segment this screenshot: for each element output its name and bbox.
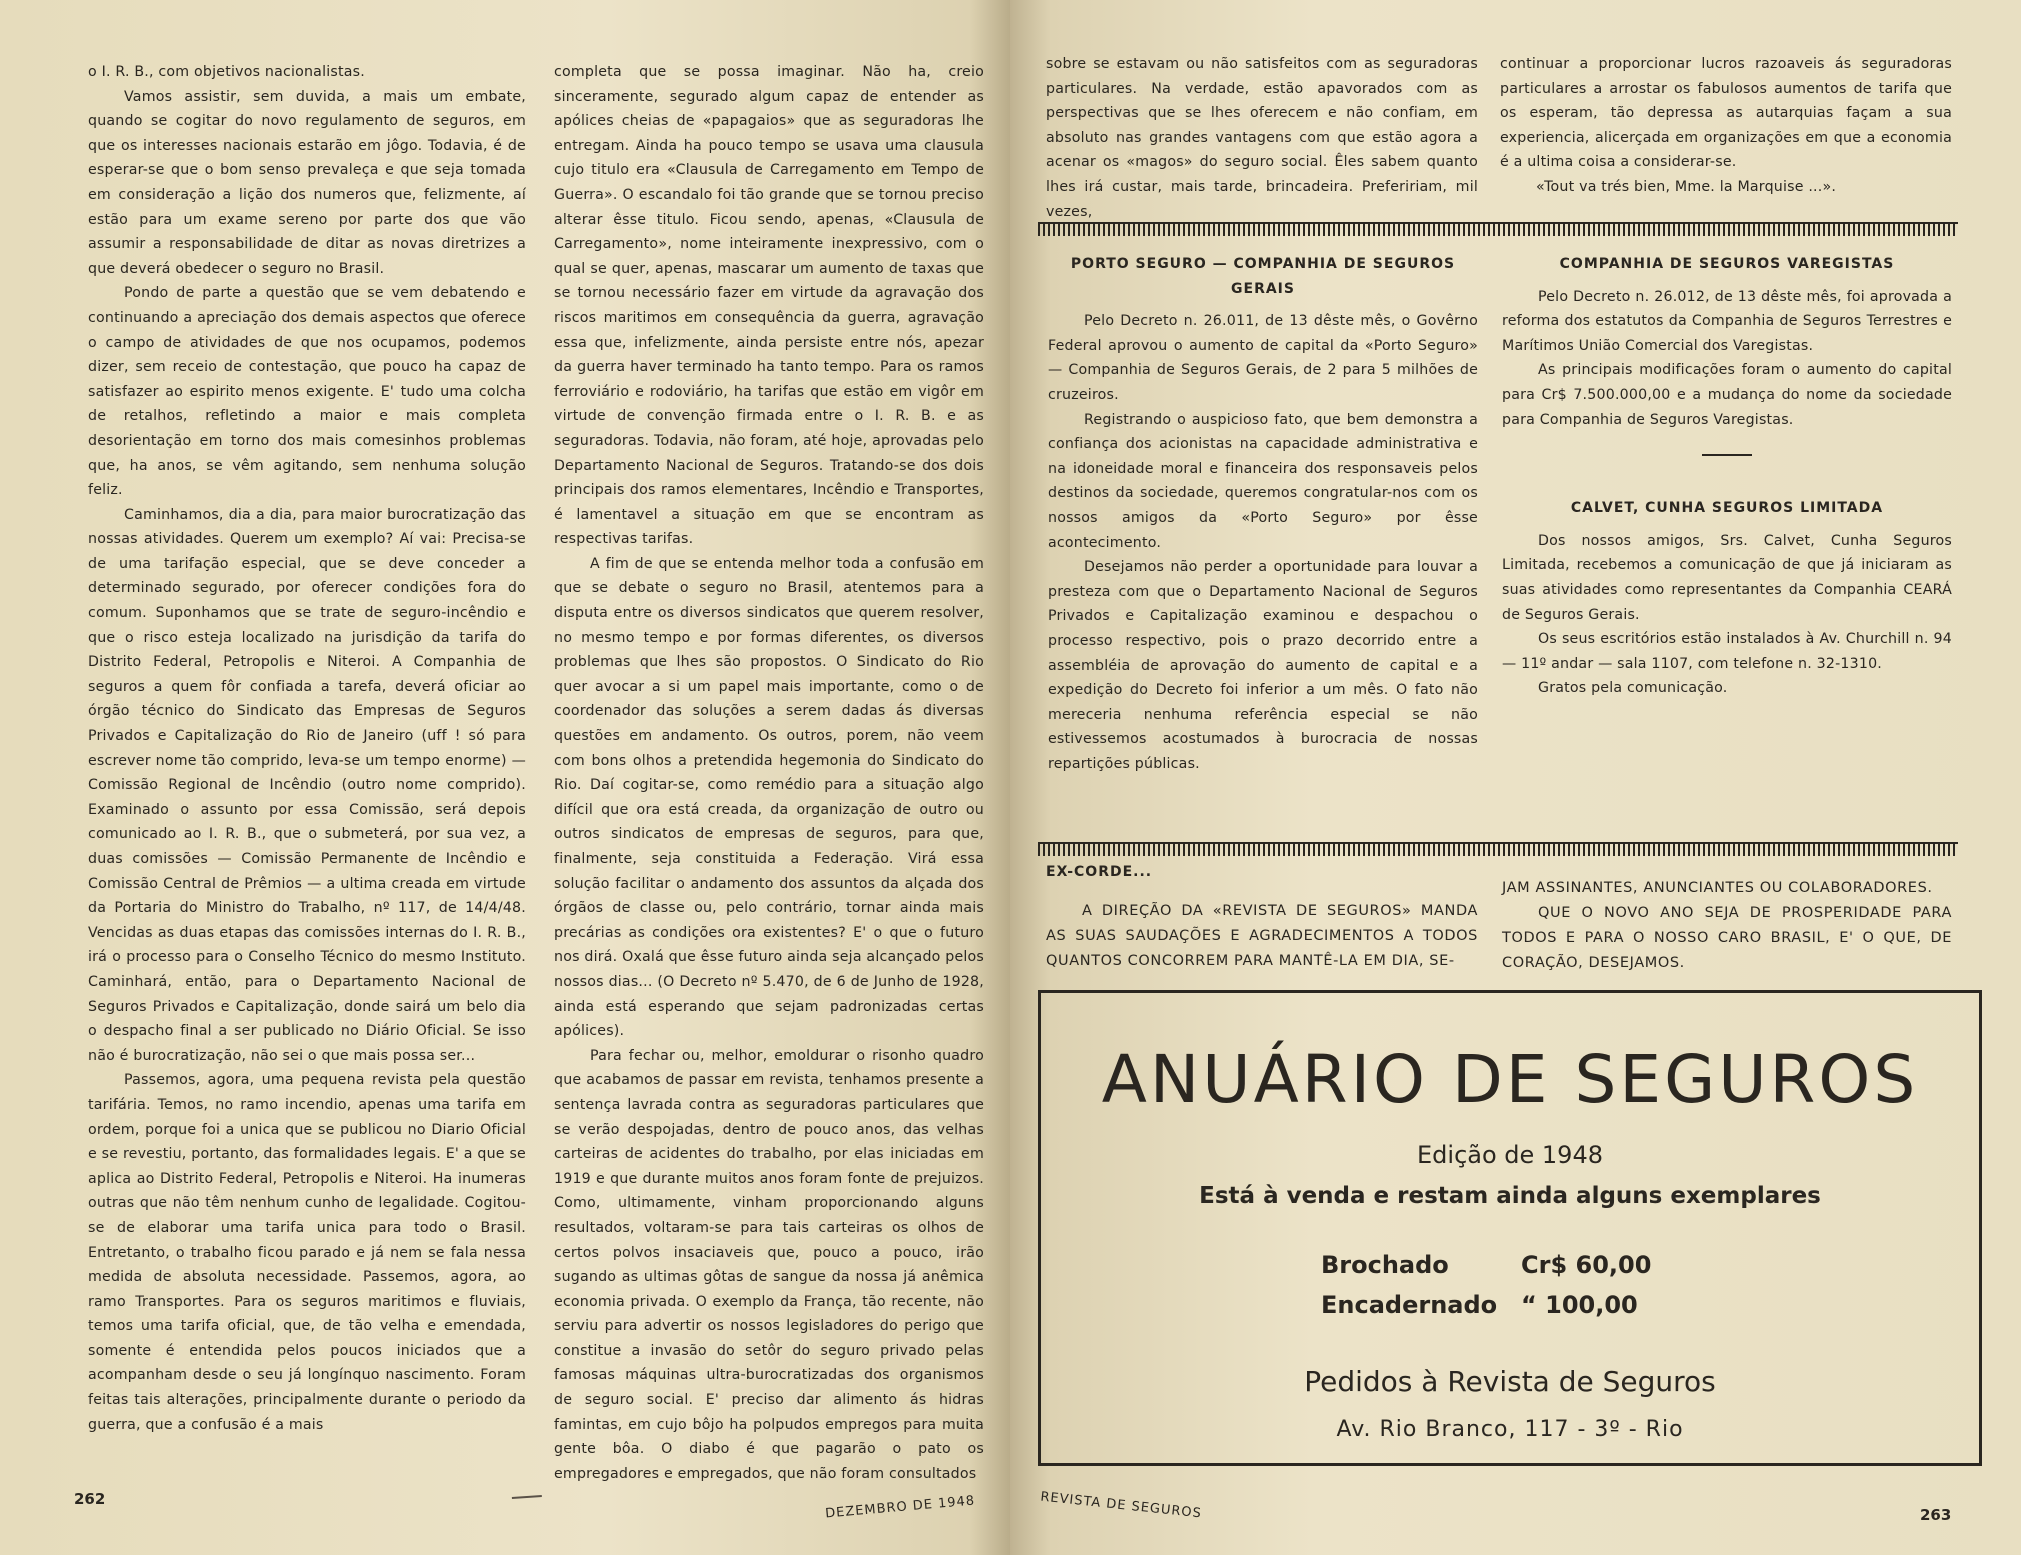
left-page <box>0 0 1010 1555</box>
left-column-1 <box>88 60 526 1437</box>
left-column-2 <box>554 60 984 1486</box>
paragraph: continuar a proporcionar lucros razoaveis ás seguradoras particulares a arrostar os fabulosos aumentos de tarifa que os esperam, tão depressa as autarquias façam a sua experiencia, alicerçada em organizações em que a economia é a ultima coisa a considerar-se. <box>1500 56 1952 171</box>
paragraph: Para fechar ou, melhor, emoldurar o risonho quadro que acabamos de passar em revista, tenhamos presente a sentença lavrada contra as seguradoras particulares que se verão despojadas, dentro de pouco anos, das velhas carteiras de acidentes do trabalho, por elas iniciadas em 1919 e que durante muitos anos foram fonte de prejuizos. Como, ultimamente, vinham proporcionando alguns resultados, voltaram-se para tais carteiras os olhos de certos polvos insaciaveis que, pouco a pouco, irão sugando as ultimas gôtas de sangue da nossa já anêmica economia privada. O exemplo da França, tão recente, não serviu para advertir os nossos legisladores do perigo que constitue a invasão do setôr do seguro privado pelas famosas máquinas ultra-burocratizadas dos organismos de seguro social. E' preciso dar alimento ás hidras famintas, em cujo bôjo ha polpudos empregos para muita gente bôa. O diabo é que pagarão o pato os empregadores e empregados, que não foram consultados <box>554 1047 984 1482</box>
paragraph: «Tout va trés bien, Mme. la Marquise ...». <box>1536 178 1837 195</box>
right-top-right-text <box>1500 52 1952 200</box>
right-top-left-text <box>1046 52 1478 224</box>
varegistas-calvet-section <box>1502 252 1952 701</box>
paragraph: Caminhamos, dia a dia, para maior burocratização das nossas atividades. Querem um exemplo? Aí vai: Precisa-se de uma tarifação especial, que se deve conceder a determinado segurado, por oferecer condições fora do comum. Suponhamos que se trate de seguro-incêndio e que o risco esteja localizado na jurisdição da tarifa do Distrito Federal, Petropolis e Niteroi. A Companhia de seguros a quem fôr confiada a tarefa, deverá oficiar ao órgão técnico do Sindicato das Empresas de Seguros Privados e Capitalização do Rio de Janeiro (uff ! só para escrever nome tão comprido, leva-se um tempo enorme) — Comissão Regional de Incêndio (outro nome comprido). Examinado o assunto por essa Comissão, será depois comunicado ao I. R. B., que o submeterá, por sua vez, a duas comissões — Comissão Permanente de Incêndio e Comissão Central de Prêmios — a ultima creada em virtude da Portaria do Ministro do Trabalho, nº 117, de 14/4/48. Vencidas as duas etapas das comissões internas do I. R. B., irá o processo para o Conselho Técnico do mesmo Instituto. Caminhará, então, para o Departamento Nacional de Seguros Privados e Capitalização, donde sairá um belo dia o despacho final a ser publicado no Diário Oficial. Se isso não é burocratização, não sei o que mais possa ser... <box>88 506 526 1064</box>
ad-title: ANUÁRIO DE SEGUROS <box>1101 1041 1919 1118</box>
paragraph: Dos nossos amigos, Srs. Calvet, Cunha Seguros Limitada, recebemos a comunicação de que já iniciaram as suas atividades como representantes da Companhia CEARÁ de Seguros Gerais. <box>1502 532 1952 623</box>
ad-price-row <box>1321 1291 1721 1319</box>
greeting-text: A DIREÇÃO DA «REVISTA DE SEGUROS» MANDA AS SUAS SAUDAÇÕES E AGRADECIMENTOS A TODOS QUANTOS CONCORREM PARA MANTÊ-LA EM DIA, SE- <box>1046 902 1478 969</box>
ad-price-row <box>1321 1251 1721 1279</box>
greeting-text: JAM ASSINANTES, ANUNCIANTES OU COLABORADORES. <box>1502 880 1933 896</box>
price-value: “ 100,00 <box>1521 1291 1638 1319</box>
paragraph: Registrando o auspicioso fato, que bem demonstra a confiança dos acionistas na capacidade administrativa e na idoneidade moral e financeira dos responsaveis pelos destinos da sociedade, queremos congratular-nos com os nossos amigos da «Porto Seguro» por êsse acontecimento. <box>1048 411 1478 551</box>
paragraph: Pondo de parte a questão que se vem debatendo e continuando a apreciação dos demais aspectos que oferece o campo de atividades de que nos ocupamos, podemos dizer, sem receio de contestação, que pouco ha capaz de satisfazer ao espirito menos exigente. E' tudo uma colcha de retalhos, refletindo a maior e mais completa desorientação em torno dos mais comesinhos problemas que, ha anos, se vêm agitando, sem nenhuma solução feliz. <box>88 285 526 499</box>
pen-mark <box>512 1495 542 1503</box>
paragraph: o I. R. B., com objetivos nacionalistas. <box>88 64 365 80</box>
ex-corde-right <box>1502 876 1952 976</box>
ornamental-divider <box>1038 842 1958 856</box>
paragraph: Vamos assistir, sem duvida, a mais um embate, quando se cogitar do novo regulamento de seguros, em que os interesses nacionais estarão em jôgo. Todavia, é de esperar-se que o bom senso prevaleça e que seja tomada em consideração a lição dos numeros que, felizmente, aí estão para um exame sereno por parte dos que vão assumir a responsabilidade de ditar as novas diretrizes a que deverá obedecer o seguro no Brasil. <box>88 88 526 277</box>
porto-seguro-section <box>1048 252 1478 776</box>
price-value: Cr$ 60,00 <box>1521 1251 1652 1279</box>
paragraph: As principais modificações foram o aumento do capital para Cr$ 7.500.000,00 e a mudança do nome da sociedade para Companhia de Seguros Varegistas. <box>1502 362 1952 428</box>
ad-edition: Edição de 1948 <box>1417 1141 1603 1169</box>
short-divider <box>1702 454 1752 456</box>
paragraph: Gratos pela comunicação. <box>1538 680 1728 697</box>
price-label: Brochado <box>1321 1251 1449 1279</box>
running-head: REVISTA DE SEGUROS <box>1039 1489 1203 1522</box>
paragraph: Os seus escritórios estão instalados à Av. Churchill n. 94 — 11º andar — sala 1107, com telefone n. 32-1310. <box>1502 631 1952 672</box>
ad-availability: Está à venda e restam ainda alguns exemplares <box>1199 1183 1821 1209</box>
page-number-right: 263 <box>1920 1506 1952 1524</box>
ex-corde-left <box>1046 860 1478 974</box>
price-label: Encadernado <box>1321 1291 1498 1319</box>
paragraph: Pelo Decreto n. 26.011, de 13 dêste mês, o Govêrno Federal aprovou o aumento de capital da «Porto Seguro» — Companhia de Seguros Gerais, de 2 para 5 milhões de cruzeiros. <box>1048 313 1478 403</box>
section-heading: PORTO SEGURO — COMPANHIA DE SEGUROS GERAIS <box>1070 256 1456 297</box>
section-heading: CALVET, CUNHA SEGUROS LIMITADA <box>1570 500 1884 517</box>
paragraph: Pelo Decreto n. 26.012, de 13 dêste mês, foi aprovada a reforma dos estatutos da Companhia de Seguros Terrestres e Marítimos União Comercial dos Varegistas. <box>1502 288 1952 354</box>
anuario-advertisement <box>1038 990 1982 1466</box>
section-heading: COMPANHIA DE SEGUROS VAREGISTAS <box>1559 256 1895 272</box>
paragraph: Passemos, agora, uma pequena revista pela questão tarifária. Temos, no ramo incendio, apenas uma tarifa em ordem, porque foi a unica que se publicou no Diario Oficial e se revestiu, portanto, das formalidades legais. E' a que se aplica ao Distrito Federal, Petropolis e Niteroi. Ha inumeras outras que não têm nenhum cunho de legalidade. Cogitou-se de elaborar uma tarifa unica para todo o Brasil. Entretanto, o trabalho ficou parado e já nem se fala nessa medida de absoluta necessidade. Passemos, agora, ao ramo Transportes. Para os seguros maritimos e fluviais, temos uma tarifa oficial, que, de tão velha e emendada, somente é entendida pelos poucos iniciados que a acompanham desde o seu já longínquo nascimento. Foram feitas tais alterações, principalmente durante o periodo da guerra, que a confusão é a mais <box>88 1072 526 1433</box>
footer-date: DEZEMBRO DE 1948 <box>824 1493 976 1522</box>
greeting-text: QUE O NOVO ANO SEJA DE PROSPERIDADE PARA TODOS E PARA O NOSSO CARO BRASIL, E' O QUE, DE CORAÇÃO, DESEJAMOS. <box>1502 905 1952 971</box>
section-heading: EX-CORDE... <box>1046 864 1153 880</box>
page-number-left: 262 <box>74 1490 106 1508</box>
paragraph: sobre se estavam ou não satisfeitos com as seguradoras particulares. Na verdade, estão apavorados com as perspectivas que se lhes oferecem e não confiam, em absoluto nas grandes vantagens com que estão agora a acenar os «magos» do seguro social. Êles sabem quanto lhes irá custar, mais tarde, brincadeira. Prefeririam, mil vezes, <box>1046 56 1478 220</box>
ad-orders: Pedidos à Revista de Seguros <box>1304 1365 1716 1398</box>
paragraph: completa que se possa imaginar. Não ha, creio sinceramente, segurado algum capaz de entender as apólices cheias de «papagaios» que as seguradoras lhe entregam. Ainda ha pouco tempo se usava uma clausula cujo titulo era «Clausula de Carregamento em Tempo de Guerra». O escandalo foi tão grande que se tornou preciso alterar êsse titulo. Ficou sendo, apenas, «Clausula de Carregamento», nome inteiramente inexpressivo, com o qual se quer, apenas, mascarar um aumento de taxas que se tornou necessário fazer em virtude da agravação dos riscos maritimos em consequência da guerra, agravação essa que, infelizmente, ainda persiste entre nós, apezar da guerra haver terminado ha tanto tempo. Para os ramos ferroviário e rodoviário, ha tarifas que estão em vigôr em virtude de convenção firmada entre o I. R. B. e as seguradoras. Todavia, não foram, até hoje, aprovadas pelo Departamento Nacional de Seguros. Tratando-se dos dois principais dos ramos elementares, Incêndio e Transportes, é lamentavel a situação em que se encontram as respectivas tarifas. <box>554 64 984 548</box>
ornamental-divider <box>1038 222 1958 236</box>
paragraph: Desejamos não perder a oportunidade para louvar a presteza com que o Departamento Nacional de Seguros Privados e Capitalização examinou e despachou o processo respectivo, pois o prazo decorrido entre a assembléia de aprovação do aumento de capital e a expedição do Decreto foi inferior a um mês. O fato não mereceria nenhuma referência especial se não estivessemos acostumados à burocracia de nossas repartições públicas. <box>1048 559 1478 772</box>
paragraph: A fim de que se entenda melhor toda a confusão em que se debate o seguro no Brasil, atentemos para a disputa entre os diversos sindicatos que querem resolver, no mesmo tempo e por formas diferentes, os diversos problemas que lhes são propostos. O Sindicato do Rio quer avocar a si um papel mais importante, como o de coordenador das soluções a serem dadas ás diversas questões em andamento. Os outros, porem, não veem com bons olhos a pretendida hegemonia do Sindicato do Rio. Daí cogitar-se, como remédio para a situação algo difícil que ora está creada, da organização de outro ou outros sindicatos de empresas de seguros, para que, finalmente, seja constituida a Federação. Virá essa solução facilitar o andamento dos assuntos da alçada dos órgãos de classe ou, pelo contrário, tornar ainda mais precárias as condições ora existentes? E' o que o futuro nos dirá. Oxalá que êsse futuro ainda seja alcançado pelos nossos dias... (O Decreto nº 5.470, de 6 de Junho de 1928, ainda está esperando que sejam padronizadas certas apólices). <box>554 555 984 1040</box>
ad-address: Av. Rio Branco, 117 - 3º - Rio <box>1336 1417 1684 1442</box>
